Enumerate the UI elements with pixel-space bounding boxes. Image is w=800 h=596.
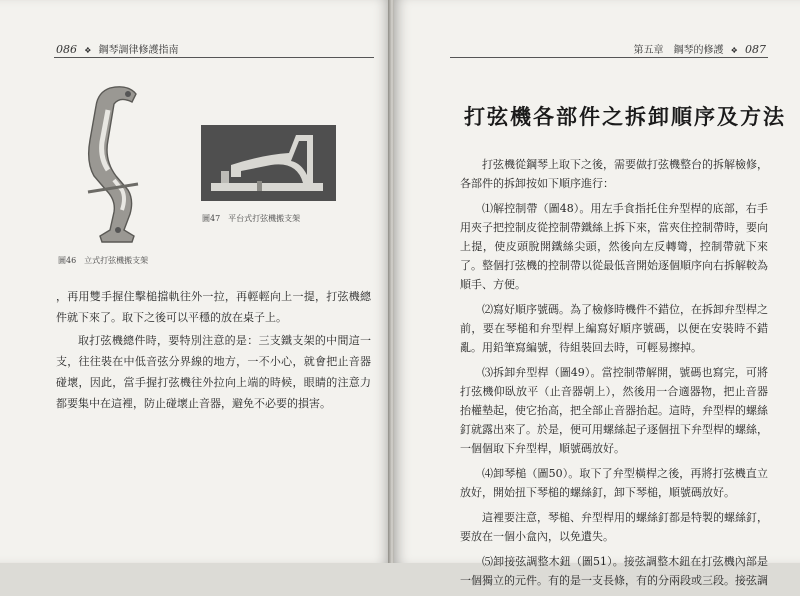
figure-46-image [58, 80, 162, 246]
right-paragraph-1: 打弦機從鋼琴上取下之後，需要做打弦機整台的拆解檢修，各部件的拆卸按如下順序進行： [460, 158, 768, 190]
right-paragraph-4: ⑶拆卸弁型桿（圖49）。當控制帶解開，號碼也寫完，可將打弦機仰臥放平（止音器朝上），然後用一合適器物，把止音器抬權墊起，使它抬高，把全部止音器抬起。這時，弁型桿的螺絲釘就露出來了。於是，便可用螺絲起子逐個扭下弁型桿的螺絲，一個個取下弁型桿，順號碼放好。 [460, 366, 768, 455]
left-page [0, 0, 390, 563]
right-page [394, 0, 800, 587]
right-running-title: 第五章 鋼琴的修護 [633, 45, 724, 56]
left-paragraph-2: 取打弦機總件時，要特別注意的是：三支鐵支架的中間這一支，往往裝在中低音弦分界線的地方，一不小心，就會把止音器碰壞，因此，當手握打弦機往外拉向上端的時候，眼睛的注意力都要集中在這裡，防止碰壞止音器，避免不必要的損害。 [56, 334, 371, 410]
right-paragraph-7: ⑸卸接弦調整木鈕（圖51）。接弦調整木鈕在打弦機內部是一個獨立的元件。有的是一支長條，有的分兩段或三段。接弦調 [460, 555, 768, 587]
left-header-rule [54, 57, 374, 58]
left-running-head [56, 41, 179, 56]
diamond-ornament-icon: ❖ [84, 46, 92, 55]
right-body-text [460, 155, 768, 596]
right-paragraph-5: ⑷卸琴槌（圖50）。取下了弁型橫桿之後，再將打弦機直立放好，開始扭下琴槌的螺絲釘，卸下琴槌，順號碼放好。 [460, 467, 768, 499]
figure-47-caption: 圖47 平台式打弦機搬支架 [202, 214, 301, 223]
figure-46-caption: 圖46 立式打弦機搬支架 [58, 256, 149, 265]
left-paragraph-1: ，再用雙手握住擊槌擋軌往外一拉，再輕輕向上一提，打弦機總件就下來了。取下之後可以平穩的放在桌子上。 [56, 290, 371, 324]
left-running-title: 鋼琴調律修護指南 [98, 45, 179, 56]
right-paragraph-2: ⑴解控制帶（圖48）。用左手食指托住弁型桿的底部，右手用夾子把控制皮從控制帶鐵絲上拆下來，當夾住控制帶時，要向上提，使皮頭脫開鐵絲尖頭，然後向左反轉彎，控制帶就下來了。整個打弦機的控制帶以從最低音開始逐個順序向右拆解較為順手、方便。 [460, 202, 768, 291]
right-running-head [633, 41, 766, 56]
right-page-number: 087 [745, 43, 766, 56]
right-paragraph-6: 這裡要注意，琴槌、弁型桿用的螺絲釘都是特製的螺絲釘，要放在一個小盒內，以免遺失。 [460, 511, 768, 543]
figure-47-image [201, 125, 336, 201]
left-page-number: 086 [56, 43, 77, 56]
section-title: 打弦機各部件之拆卸順序及方法 [464, 104, 786, 129]
left-body-text [56, 286, 371, 416]
right-header-rule [450, 57, 768, 58]
diamond-ornament-icon: ❖ [730, 46, 738, 55]
right-paragraph-3: ⑵寫好順序號碼。為了檢修時機件不錯位，在拆卸弁型桿之前，要在琴槌和弁型桿上編寫好順序號碼，以便在安裝時不錯亂。用鉛筆寫編號，待組裝回去時，可輕易擦掉。 [460, 303, 768, 354]
